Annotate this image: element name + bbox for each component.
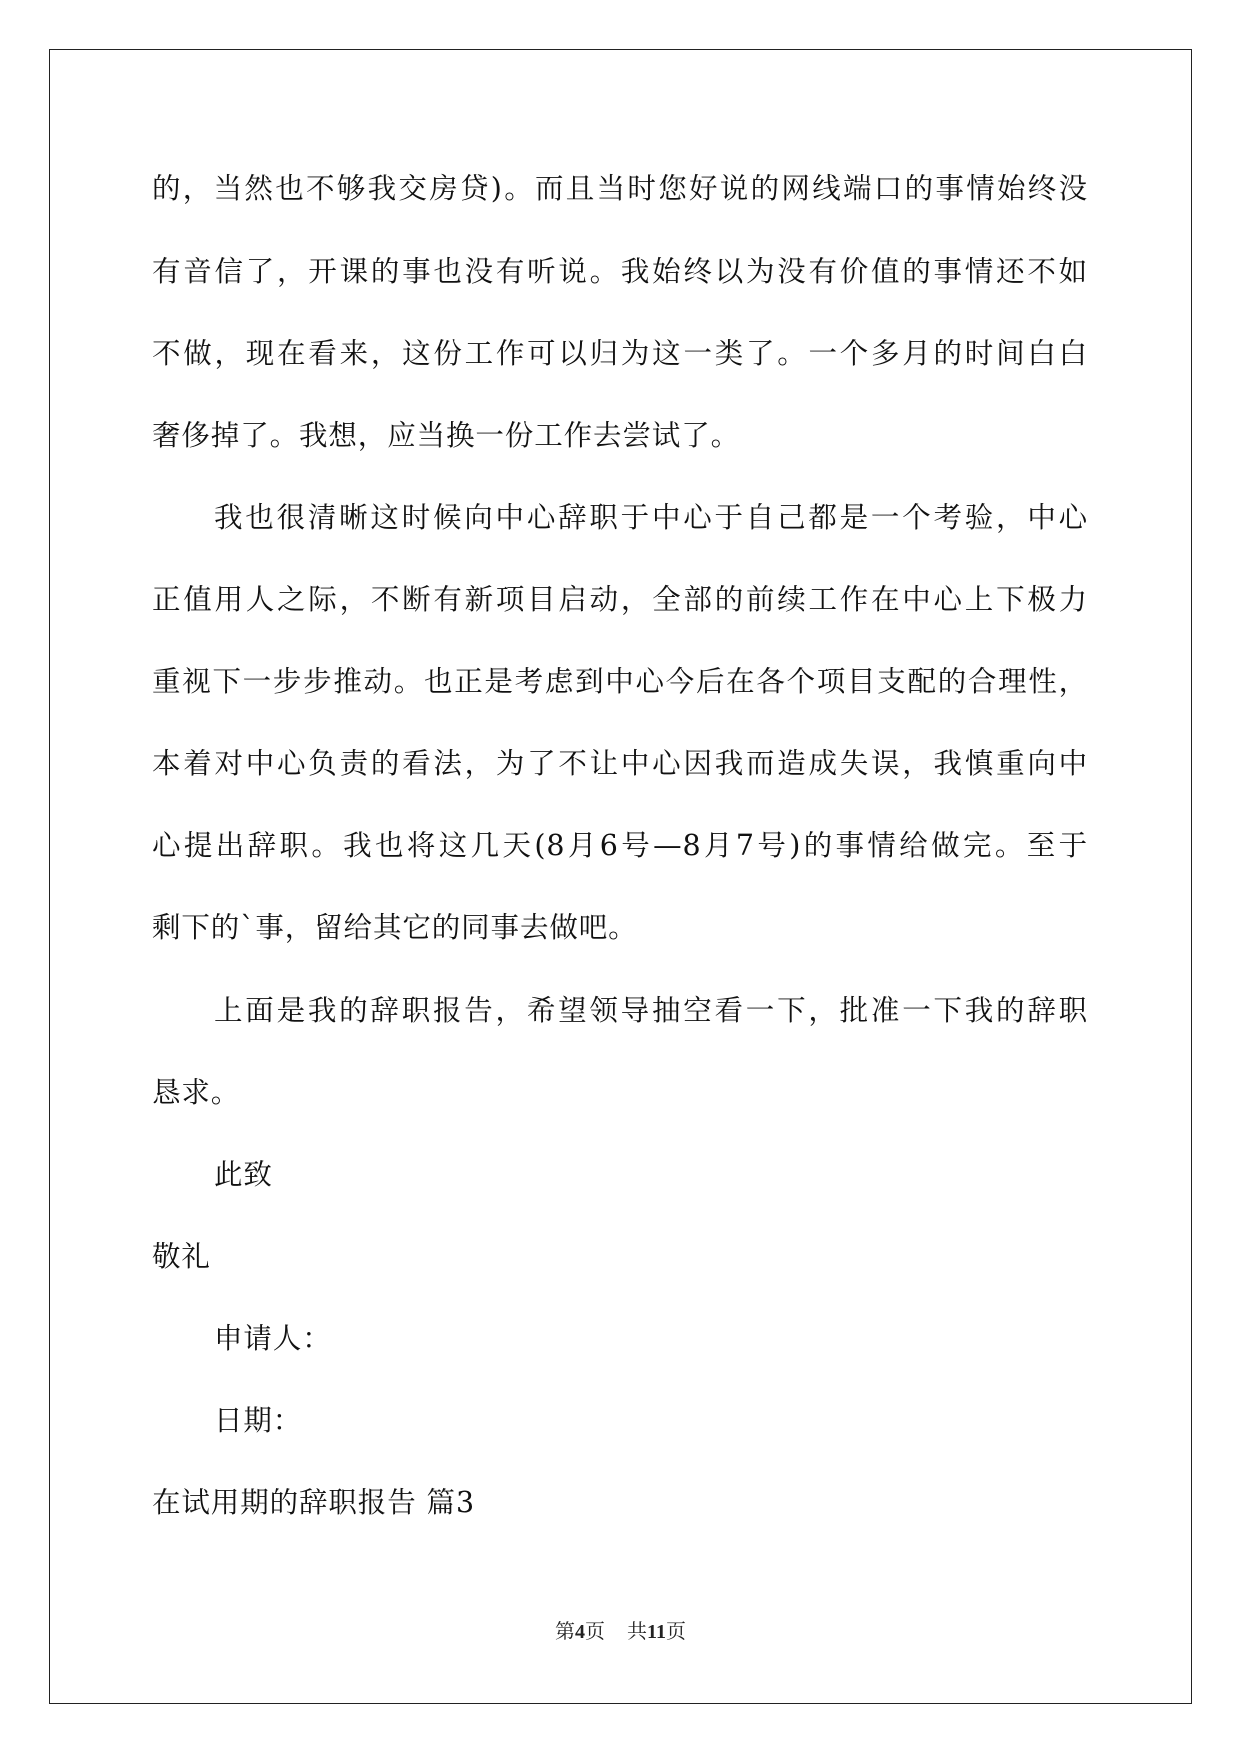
page-footer — [0, 1620, 1241, 1644]
body-line-1: 的，当然也不够我交房贷)。而且当时您好说的网线端口的事情始终没 — [152, 172, 1088, 205]
date-label: 日期： — [214, 1404, 303, 1437]
body-line-3: 不做，现在看来，这份工作可以归为这一类了。一个多月的时间白白 — [152, 337, 1088, 370]
closing-regards: 敬礼 — [152, 1240, 211, 1273]
body-line-12: 恳求。 — [152, 1076, 241, 1109]
section-heading: 在试用期的辞职报告 篇3 — [152, 1486, 475, 1519]
body-line-11: 上面是我的辞职报告，希望领导抽空看一下，批准一下我的辞职 — [214, 994, 1088, 1027]
body-line-8: 本着对中心负责的看法，为了不让中心因我而造成失误，我慎重向中 — [152, 747, 1088, 780]
total-page-number: 11 — [647, 1621, 666, 1643]
current-page-number: 4 — [575, 1621, 586, 1643]
body-line-4: 奢侈掉了。我想，应当换一份工作去尝试了。 — [152, 419, 741, 452]
body-line-9: 心提出辞职。我也将这几天(8月6号—8月7号)的事情给做完。至于 — [152, 829, 1088, 862]
page-border — [49, 49, 1192, 1704]
body-line-5: 我也很清晰这时候向中心辞职于中心于自己都是一个考验，中心 — [214, 501, 1088, 534]
body-line-2: 有音信了，开课的事也没有听说。我始终以为没有价值的事情还不如 — [152, 255, 1088, 288]
body-line-6: 正值用人之际，不断有新项目启动，全部的前续工作在中心上下极力 — [152, 583, 1088, 616]
page-prefix: 第 — [555, 1621, 576, 1643]
body-line-7: 重视下一步步推动。也正是考虑到中心今后在各个项目支配的合理性， — [152, 665, 1088, 698]
page-unit: 页 — [585, 1621, 606, 1643]
applicant-label: 申请人： — [214, 1322, 332, 1355]
total-unit: 页 — [665, 1621, 686, 1643]
total-prefix: 共 — [627, 1621, 648, 1643]
closing-salutation: 此致 — [214, 1158, 273, 1191]
body-line-10: 剩下的`事，留给其它的同事去做吧。 — [152, 911, 638, 944]
